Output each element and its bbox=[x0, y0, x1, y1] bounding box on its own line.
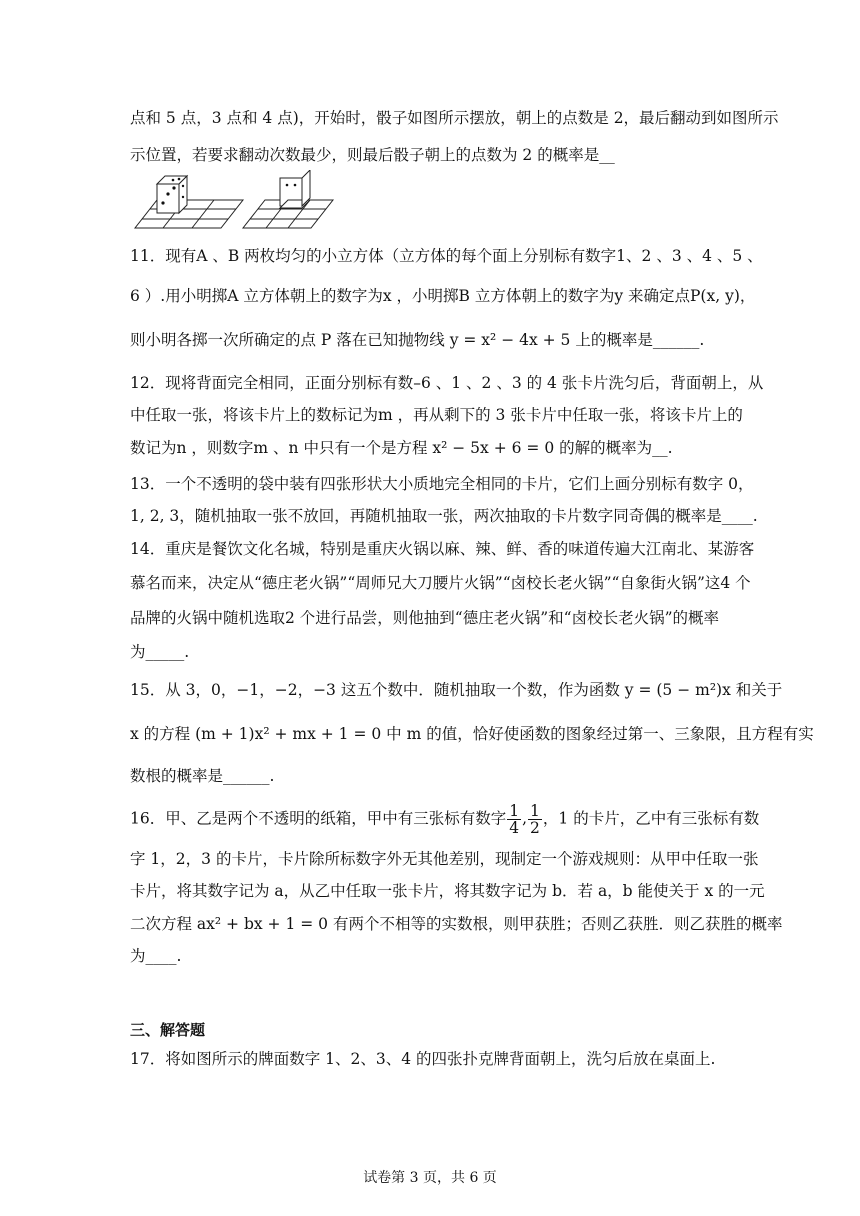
q16-line-a: 16．甲、乙是两个不透明的纸箱，甲中有三张标有数字 $\frac{1}{4}$ , $\frac{1}{2}$ ，1 的卡片，乙中有三张标有数 bbox=[130, 802, 760, 837]
q16-text-post: ，1 的卡片，乙中有三张标有数 bbox=[542, 809, 760, 828]
fraction-one-quarter: $\frac{1}{4}$ bbox=[509, 802, 520, 837]
q13-line-a: 13．一个不透明的袋中装有四张形状大小质地完全相同的卡片，它们上画分别标有数字 0， bbox=[130, 475, 754, 493]
q14-line-b: 慕名而来，决定从“德庄老火锅”“周师兄大刀腰片火锅”“卤校长老火锅”“自象街火锅”这4 个 bbox=[130, 574, 751, 592]
line-l1: 点和 5 点，3 点和 4 点)，开始时，骰子如图所示摆放，朝上的点数是 2，最后翻动到如图所示 bbox=[130, 109, 779, 127]
q15-line-a: 15．从 3，0，−1，−2，−3 这五个数中．随机抽取一个数，作为函数 y = (5 − m²)x 和关于 bbox=[130, 681, 783, 699]
line-l2: 示位置，若要求翻动次数最少，则最后骰子朝上的点数为 2 的概率是__ bbox=[130, 146, 615, 164]
q14-line-c: 品牌的火锅中随机选取2 个进行品尝，则他抽到“德庄老火锅”和“卤校长老火锅”的概率 bbox=[130, 609, 719, 627]
q15-line-c: 数根的概率是______. bbox=[130, 767, 275, 785]
q12-line-c: 数记为n ，则数字m 、n 中只有一个是方程 x² − 5x + 6 = 0 的解的概率为__. bbox=[130, 439, 673, 457]
q16-line-b: 字 1，2，3 的卡片，卡片除所标数字外无其他差别，现制定一个游戏规则：从甲中任取一张 bbox=[130, 850, 759, 868]
q11-line-b: 6 ）.用小明掷A 立方体朝上的数字为x ，小明掷B 立方体朝上的数字为y 来确定点P(x, y)， bbox=[130, 287, 756, 305]
q14-line-d: 为_____. bbox=[130, 643, 190, 661]
page-footer: 试卷第 3 页，共 6 页 bbox=[363, 1170, 497, 1186]
q15-line-b: x 的方程 (m + 1)x² + mx + 1 = 0 中 m 的值，恰好使函数的图象经过第一、三象限，且方程有实 bbox=[130, 725, 814, 743]
q11-line-c: 则小明各掷一次所确定的点 P 落在已知抛物线 y = x² − 4x + 5 上的概率是______. bbox=[130, 331, 705, 349]
section-heading: 三、解答题 bbox=[130, 1021, 206, 1039]
q16-text-pre: 16．甲、乙是两个不透明的纸箱，甲中有三张标有数字 bbox=[130, 809, 507, 828]
q14-line-a: 14．重庆是餐饮文化名城，特别是重庆火锅以麻、辣、鲜、香的味道传遍大江南北、某游客 bbox=[130, 540, 755, 558]
dice-grid-figure bbox=[125, 170, 340, 235]
q11-line-a: 11．现有A 、B 两枚均匀的小立方体（立方体的每个面上分别标有数字1、2 、3 、4 、5 、 bbox=[130, 247, 763, 265]
q13-line-b: 1, 2, 3，随机抽取一张不放回，再随机抽取一张，两次抽取的卡片数字同奇偶的概率是____. bbox=[130, 507, 758, 525]
q16-line-e: 为____. bbox=[130, 947, 182, 965]
q17-line: 17．将如图所示的牌面数字 1、2、3、4 的四张扑克牌背面朝上，洗匀后放在桌面上. bbox=[130, 1050, 716, 1068]
q12-line-b: 中任取一张，将该卡片上的数标记为m ，再从剩下的 3 张卡片中任取一张，将该卡片上的 bbox=[130, 406, 743, 424]
q12-line-a: 12．现将背面完全相同，正面分别标有数–6 、1 、2 、3 的 4 张卡片洗匀后，背面朝上，从 bbox=[130, 374, 764, 392]
q16-line-c: 卡片，将其数字记为 a，从乙中任取一张卡片，将其数字记为 b．若 a，b 能使关于 x 的一元 bbox=[130, 882, 765, 900]
fraction-one-half: $\frac{1}{2}$ bbox=[530, 802, 540, 837]
q16-line-d: 二次方程 ax² + bx + 1 = 0 有两个不相等的实数根，则甲获胜；否则乙获胜．则乙获胜的概率 bbox=[130, 915, 783, 933]
